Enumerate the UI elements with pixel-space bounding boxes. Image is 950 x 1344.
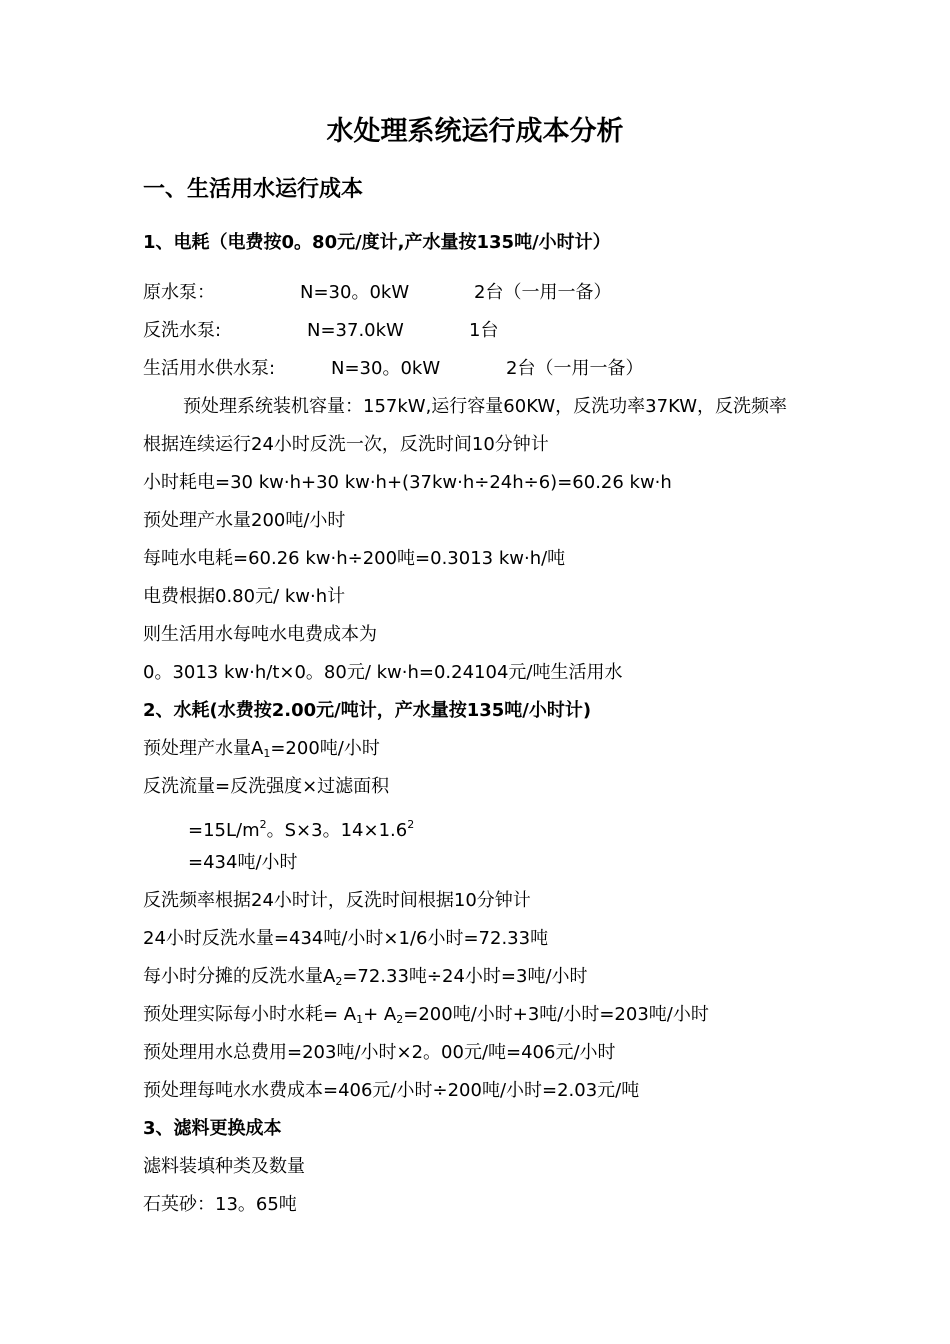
text-line: =434吨/小时 (188, 852, 298, 873)
pump-row (143, 278, 743, 308)
pump-row (143, 316, 743, 346)
subsection-heading-filter: 3、滤料更换成本 (143, 1118, 282, 1139)
pump-count: 2台（一用一备） (474, 282, 612, 303)
pump-row (143, 354, 743, 384)
text-fragment: 。S×3。14×1.6 (266, 820, 408, 841)
pump-count: 2台（一用一备） (506, 358, 644, 379)
text-line: 预处理用水总费用=203吨/小时×2。00元/吨=406元/小时 (143, 1042, 616, 1063)
text-fragment: =15L/m (188, 820, 260, 841)
subsection-heading-power: 1、电耗（电费按0。80元/度计,产水量按135吨/小时计） (143, 232, 611, 253)
text-line: 电费根据0.80元/ kw·h计 (143, 586, 346, 607)
text-line: 小时耗电=30 kw·h+30 kw·h+(37kw·h÷24h÷6)=60.26 kw·h (143, 472, 672, 493)
text-line-total (143, 1000, 709, 1030)
text-fragment: 预处理实际每小时水耗= A (143, 1004, 357, 1025)
subscript: 2 (335, 975, 343, 988)
subsection-heading-water: 2、水耗(水费按2.00元/吨计，产水量按135吨/小时计) (143, 700, 592, 721)
text-line: 滤料装填种类及数量 (143, 1156, 305, 1177)
subscript: 2 (396, 1013, 404, 1026)
text-line: 预处理产水量200吨/小时 (143, 510, 346, 531)
section-heading: 一、生活用水运行成本 (143, 177, 364, 202)
text-fragment: 每小时分摊的反洗水量A (143, 966, 336, 987)
text-line: 反洗流量=反洗强度×过滤面积 (143, 776, 390, 797)
text-line-calc (188, 810, 414, 840)
text-line: 0。3013 kw·h/t×0。80元/ kw·h=0.24104元/吨生活用水 (143, 662, 623, 683)
pump-power: N=30。0kW (331, 358, 441, 379)
superscript: 2 (407, 818, 415, 831)
text-line: 24小时反洗水量=434吨/小时×1/6小时=72.33吨 (143, 928, 549, 949)
superscript: 2 (259, 818, 267, 831)
pump-name: 原水泵： (143, 282, 215, 303)
text-fragment: =200吨/小时 (270, 738, 380, 759)
text-line: 则生活用水每吨水电费成本为 (143, 624, 377, 645)
subscript: 1 (356, 1013, 364, 1026)
text-line: 预处理系统装机容量：157kW,运行容量60KW，反洗功率37KW，反洗频率 (183, 396, 788, 417)
text-line-a2 (143, 962, 588, 992)
text-fragment: 预处理产水量A (143, 738, 264, 759)
pump-name: 生活用水供水泵: (143, 358, 276, 379)
pump-count: 1台 (469, 320, 499, 341)
pump-power: N=37.0kW (307, 320, 404, 341)
text-line: 反洗频率根据24小时计，反洗时间根据10分钟计 (143, 890, 531, 911)
text-line-a1 (143, 734, 380, 764)
text-fragment: + A (363, 1004, 397, 1025)
text-fragment: =72.33吨÷24小时=3吨/小时 (342, 966, 588, 987)
text-line: 根据连续运行24小时反洗一次，反洗时间10分钟计 (143, 434, 549, 455)
subscript: 1 (263, 747, 271, 760)
document-title: 水处理系统运行成本分析 (326, 116, 624, 147)
text-line: 每吨水电耗=60.26 kw·h÷200吨=0.3013 kw·h/吨 (143, 548, 566, 569)
text-line: 石英砂：13。65吨 (143, 1194, 297, 1215)
text-line: 预处理每吨水水费成本=406元/小时÷200吨/小时=2.03元/吨 (143, 1080, 640, 1101)
pump-power: N=30。0kW (300, 282, 410, 303)
text-fragment: =200吨/小时+3吨/小时=203吨/小时 (403, 1004, 709, 1025)
pump-name: 反洗水泵: (143, 320, 222, 341)
